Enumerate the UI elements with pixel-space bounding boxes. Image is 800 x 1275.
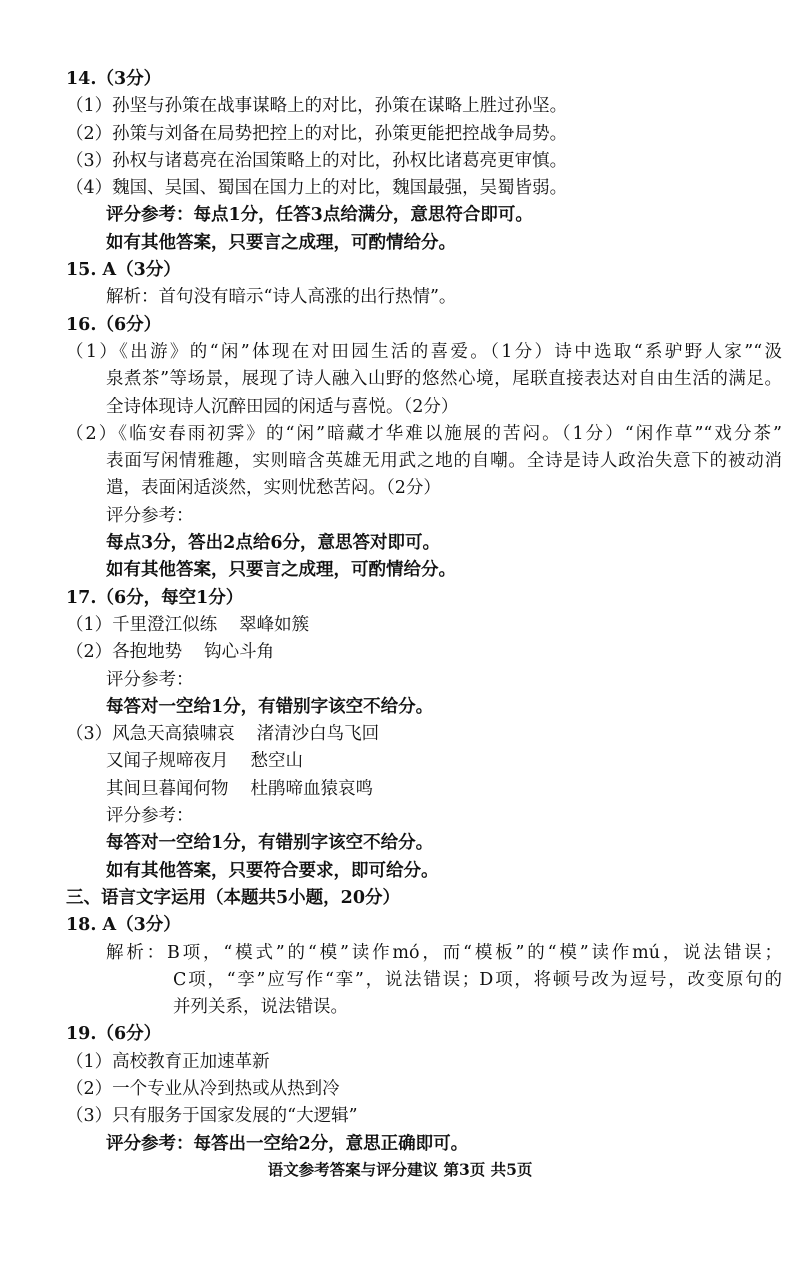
q14-other-answers-note: 如有其他答案，只要言之成理，可酌情给分。 bbox=[106, 232, 456, 253]
q14-answer-4: （4）魏国、吴国、蜀国在国力上的对比，魏国最强，吴蜀皆弱。 bbox=[66, 178, 568, 199]
page-content bbox=[66, 66, 782, 1158]
q16-scoring-label: 评分参考： bbox=[106, 505, 194, 526]
q17-scoring-label-a: 评分参考： bbox=[106, 669, 194, 690]
q14-scoring-note: 评分参考：每点1分，任答3点给满分，意思符合即可。 bbox=[106, 205, 533, 226]
q17-scoring-note-a: 每答对一空给1分，有错别字该空不给分。 bbox=[106, 696, 434, 717]
q17-answer-2 bbox=[66, 639, 782, 666]
q16-answer-1-line-2: 泉煮茶”等场景，展现了诗人融入山野的悠然心境，尾联直接表达对自由生活的满足。 bbox=[106, 369, 782, 390]
q17-3-blank-c: 又闻子规啼夜月 bbox=[106, 751, 229, 772]
q14-answer-1: （1）孙坚与孙策在战事谋略上的对比，孙策在谋略上胜过孙坚。 bbox=[66, 96, 568, 117]
q18-heading: 18. A（3分） bbox=[66, 915, 181, 936]
q17-scoring-label-b: 评分参考： bbox=[106, 806, 194, 827]
q17-answer-3-line-3 bbox=[66, 776, 782, 803]
q18-analysis-line-3: 并列关系，说法错误。 bbox=[173, 997, 348, 1018]
q17-3-blank-a: （3）风急天高猿啸哀 bbox=[66, 724, 235, 745]
q17-answer-3-line-1 bbox=[66, 721, 782, 748]
q17-1-blank-a: （1）千里澄江似练 bbox=[66, 614, 218, 635]
q17-3-blank-d: 愁空山 bbox=[250, 751, 303, 772]
q17-3-blank-b: 渚清沙白鸟飞回 bbox=[256, 724, 380, 745]
q19-heading: 19.（6分） bbox=[66, 1024, 162, 1045]
q16-answer-2-line-2: 表面写闲情雅趣，实则暗含英雄无用武之地的自嘲。全诗是诗人政治失意下的被动消 bbox=[106, 451, 782, 472]
q16-other-answers-note: 如有其他答案，只要言之成理，可酌情给分。 bbox=[106, 560, 456, 581]
q14-heading: 14.（3分） bbox=[66, 69, 162, 89]
section-3-heading: 三、语言文字运用（本题共5小题，20分） bbox=[66, 887, 401, 908]
q16-answer-2-line-3: 遣，表面闲适淡然，实则忧愁苦闷。（2分） bbox=[106, 478, 441, 499]
q16-answer-1-line-1: （1）《出游》的“闲”体现在对田园生活的喜爱。（1分）诗中选取“系驴野人家”“汲 bbox=[66, 341, 782, 362]
q15-analysis: 解析：首句没有暗示“诗人高涨的出行热情”。 bbox=[106, 287, 457, 308]
q15-heading: 15. A（3分） bbox=[66, 260, 181, 281]
q17-answer-3-line-2 bbox=[66, 748, 782, 775]
q17-1-blank-b: 翠峰如簇 bbox=[239, 614, 310, 635]
q17-3-blank-e: 其间旦暮闻何物 bbox=[106, 778, 229, 799]
q19-answer-1: （1）高校教育正加速革新 bbox=[66, 1051, 270, 1072]
q17-heading: 17.（6分，每空1分） bbox=[66, 587, 244, 608]
q17-3-blank-f: 杜鹃啼血猿哀鸣 bbox=[250, 778, 373, 799]
q14-answer-2: （2）孙策与刘备在局势把控上的对比，孙策更能把控战争局势。 bbox=[66, 123, 568, 144]
q16-answer-2-line-1: （2）《临安春雨初霁》的“闲”暗藏才华难以施展的苦闷。（1分）“闲作草”“戏分茶” bbox=[66, 423, 782, 444]
q17-2-blank-a: （2）各抱地势 bbox=[66, 642, 183, 663]
q17-2-blank-b: 钩心斗角 bbox=[204, 642, 275, 663]
page-footer: 语文参考答案与评分建议 第3页 共5页 bbox=[267, 1160, 533, 1179]
q17-other-answers-note: 如有其他答案，只要符合要求，即可给分。 bbox=[106, 860, 439, 881]
q14-answer-3: （3）孙权与诸葛亮在治国策略上的对比，孙权比诸葛亮更审慎。 bbox=[66, 150, 568, 171]
q19-scoring-note: 评分参考：每答出一空给2分，意思正确即可。 bbox=[106, 1133, 469, 1154]
q16-heading: 16.（6分） bbox=[66, 314, 162, 335]
q19-answer-2: （2）一个专业从冷到热或从热到冷 bbox=[66, 1078, 340, 1099]
q18-analysis-line-1: 解析：B项，“模式”的“模”读作mó，而“模板”的“模”读作mú，说法错误； bbox=[106, 942, 782, 963]
q17-answer-1 bbox=[66, 612, 782, 639]
q17-scoring-note-b: 每答对一空给1分，有错别字该空不给分。 bbox=[106, 833, 434, 854]
q16-answer-1-line-3: 全诗体现诗人沉醉田园的闲适与喜悦。（2分） bbox=[106, 396, 459, 417]
q16-scoring-note: 每点3分，答出2点给6分，意思答对即可。 bbox=[106, 533, 441, 554]
q19-answer-3: （3）只有服务于国家发展的“大逻辑” bbox=[66, 1106, 358, 1127]
q18-analysis-line-2: C项，“孪”应写作“挛”，说法错误；D项，将顿号改为逗号，改变原句的 bbox=[173, 969, 782, 990]
